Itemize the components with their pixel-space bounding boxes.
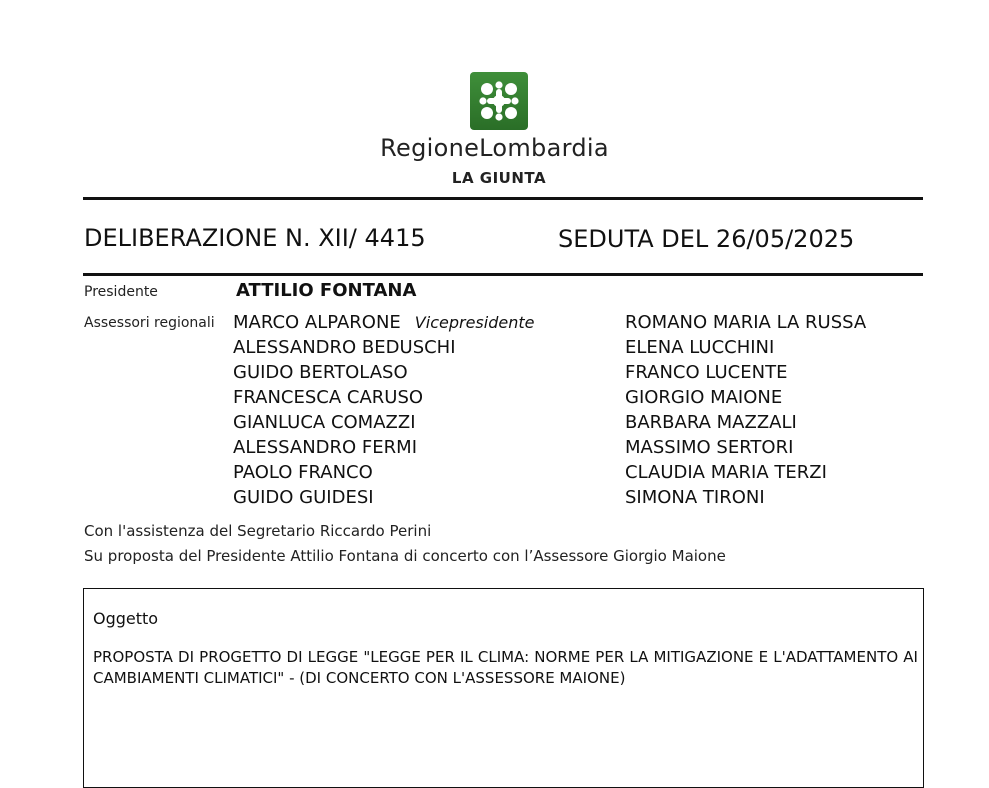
subject-box	[83, 588, 924, 788]
assessori-left-column	[233, 310, 534, 510]
list-item: FRANCO LUCENTE	[625, 362, 788, 383]
divider-bottom	[83, 273, 923, 276]
list-item: GUIDO BERTOLASO	[233, 362, 408, 383]
subject-label: Oggetto	[93, 609, 159, 628]
assessori-right-column	[625, 310, 866, 510]
page-subtitle: LA GIUNTA	[451, 169, 547, 187]
list-item: SIMONA TIRONI	[625, 487, 765, 508]
deliberation-number: DELIBERAZIONE N. XII/ 4415	[84, 224, 426, 252]
subject-text: PROPOSTA DI PROGETTO DI LEGGE "LEGGE PER IL CLIMA: NORME PER LA MITIGAZIONE E L'ADATTAMENTO AI CAMBIAMENTI CLIMATICI" - (DI CONCERTO CON L'ASSESSORE MAIONE)	[93, 648, 918, 687]
assessori-label: Assessori regionali	[84, 315, 215, 331]
president-label: Presidente	[84, 284, 158, 300]
list-item: ALESSANDRO BEDUSCHI	[233, 337, 456, 358]
list-item: GIANLUCA COMAZZI	[233, 412, 416, 433]
proposal-note: Su proposta del Presidente Attilio Fontana di concerto con l’Assessore Giorgio Maione	[84, 547, 726, 565]
list-item: PAOLO FRANCO	[233, 462, 373, 483]
assessore-name: MARCO ALPARONE	[233, 312, 401, 333]
list-item	[233, 310, 534, 335]
list-item: ELENA LUCCHINI	[625, 337, 775, 358]
president-name: ATTILIO FONTANA	[236, 280, 417, 301]
list-item: GUIDO GUIDESI	[233, 487, 374, 508]
brand-name: RegioneLombardia	[380, 134, 609, 162]
list-item: GIORGIO MAIONE	[625, 387, 783, 408]
rosa-camuna-logo-icon	[470, 72, 528, 130]
divider-top	[83, 197, 923, 200]
list-item: ALESSANDRO FERMI	[233, 437, 418, 458]
list-item: MASSIMO SERTORI	[625, 437, 794, 458]
vice-label: Vicepresidente	[414, 313, 535, 332]
assistance-note: Con l'assistenza del Segretario Riccardo Perini	[84, 522, 432, 540]
list-item: FRANCESCA CARUSO	[233, 387, 424, 408]
session-date: SEDUTA DEL 26/05/2025	[558, 225, 855, 253]
list-item: BARBARA MAZZALI	[625, 412, 797, 433]
list-item: ROMANO MARIA LA RUSSA	[625, 312, 867, 333]
list-item: CLAUDIA MARIA TERZI	[625, 462, 827, 483]
